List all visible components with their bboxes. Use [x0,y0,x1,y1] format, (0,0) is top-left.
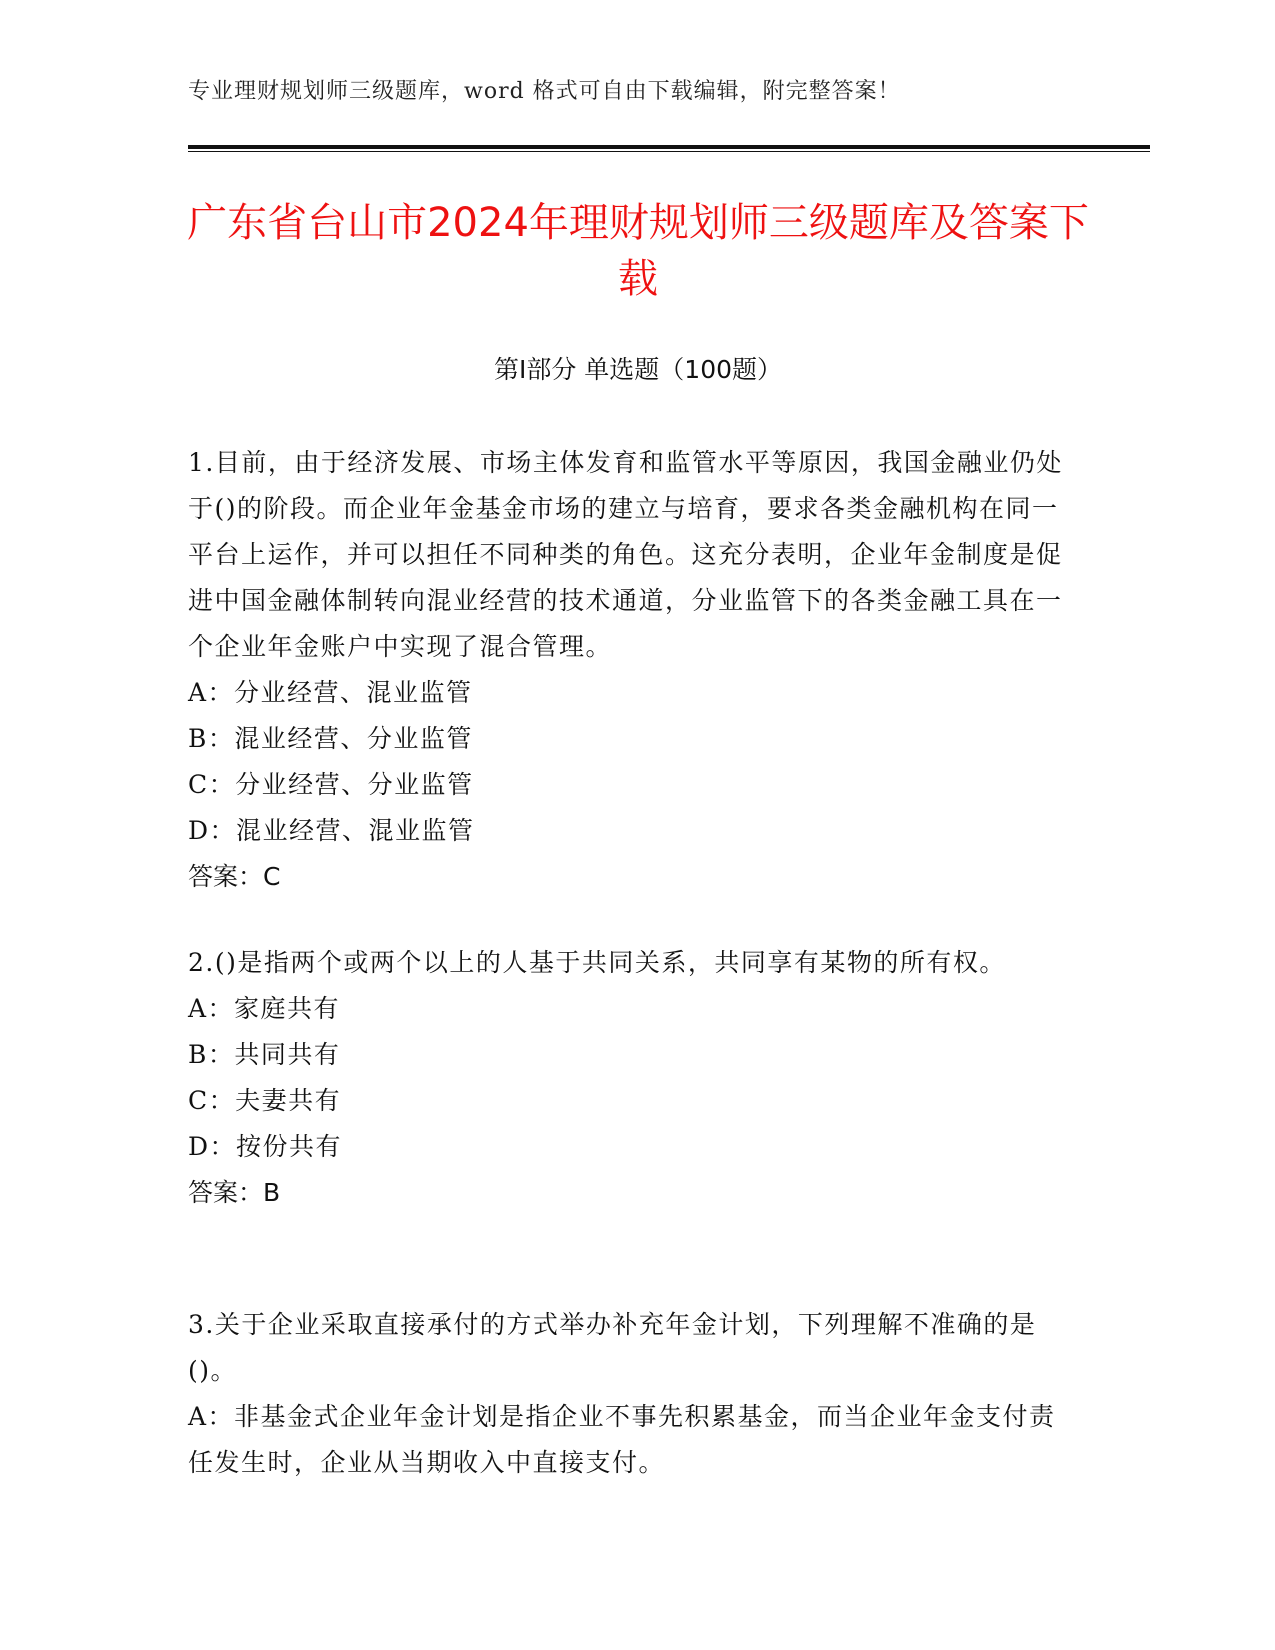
answer: 答案：C [188,862,281,891]
option-a: A：非基金式企业年金计划是指企业不事先积累基金，而当企业年金支付责任发生时，企业从当期收入中直接支付。 [188,1402,1056,1477]
page-header: 专业理财规划师三级题库，word 格式可自由下载编辑，附完整答案！ [188,79,901,104]
option-a: A：家庭共有 [188,994,341,1023]
document-title: 广东省台山市2024年理财规划师三级题库及答案下载 [187,200,1089,302]
option-b: B：混业经营、分业监管 [188,724,473,753]
option-c: C：夫妻共有 [188,1086,342,1115]
option-a: A：分业经营、混业监管 [188,678,473,707]
option-c: C：分业经营、分业监管 [188,770,474,799]
option-b: B：共同共有 [188,1040,341,1069]
question-stem: 1.目前，由于经济发展、市场主体发育和监管水平等原因，我国金融业仍处于()的阶段。而企业年金基金市场的建立与培育，要求各类金融机构在同一平台上运作，并可以担任不同种类的角色。这充分表明，企业年金制度是促进中国金融体制转向混业经营的技术通道，分业监管下的各类金融工具在一个企业年金账户中实现了混合管理。 [188,448,1063,661]
question-stem: 3.关于企业采取直接承付的方式举办补充年金计划，下列理解不准确的是()。 [188,1310,1037,1385]
question-stem: 2.()是指两个或两个以上的人基于共同关系，共同享有某物的所有权。 [188,948,1006,977]
option-d: D：按份共有 [188,1132,343,1161]
question-3 [188,1302,1073,1486]
option-d: D：混业经营、混业监管 [188,816,475,845]
header-rule-thick [188,145,1150,149]
header-rule-thin [188,151,1150,152]
question-1 [188,440,1073,900]
question-2 [188,940,1073,1216]
answer: 答案：B [188,1178,281,1207]
section-title: 第Ⅰ部分 单选题（100题） [493,355,783,384]
